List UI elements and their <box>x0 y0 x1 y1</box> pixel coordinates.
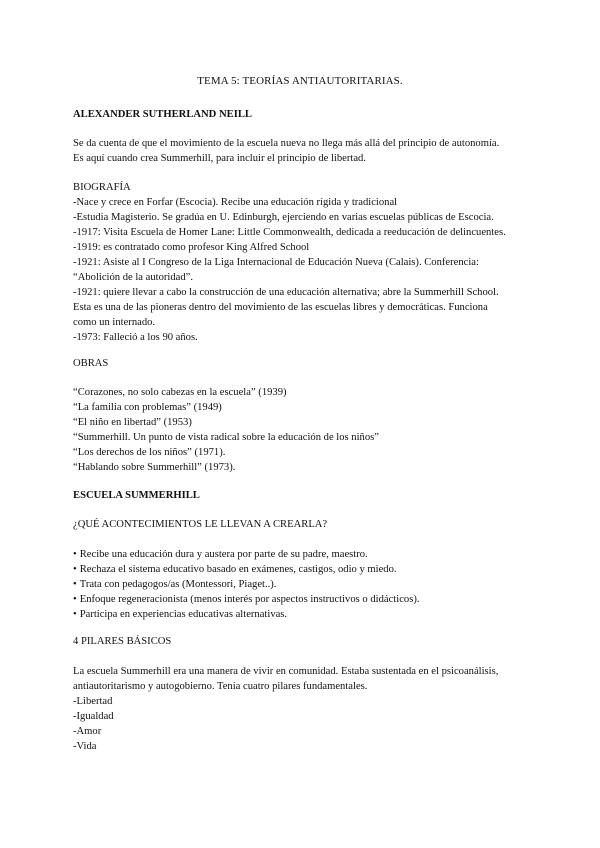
acontecimientos-list <box>73 547 533 622</box>
pilares-heading: 4 PILARES BÁSICOS <box>73 636 172 647</box>
bullet-icon: • <box>73 549 77 560</box>
obra-item: “Corazones, no solo cabezas en la escuela” (1939) <box>73 387 287 398</box>
list-item-text: Recibe una educación dura y austera por parte de su padre, maestro. <box>79 549 368 560</box>
biografia-line: -1917: Visita Escuela de Homer Lane: Little Commonwealth, dedicada a reeducación de delincuentes. <box>73 227 506 238</box>
pilares-list <box>73 694 533 754</box>
author-heading: ALEXANDER SUTHERLAND NEILL <box>73 109 252 120</box>
biografia-line: como un internado. <box>73 317 156 328</box>
document-title: TEMA 5: TEORÍAS ANTIAUTORITARIAS. <box>197 75 403 87</box>
obra-item: “Los derechos de los niños” (1971). <box>73 447 226 458</box>
intro-paragraph <box>73 136 533 166</box>
list-item-text: Rechaza el sistema educativo basado en exámenes, castigos, odio y miedo. <box>79 564 397 575</box>
obras-list <box>73 385 533 475</box>
pilar-item: -Amor <box>73 726 102 737</box>
biografia-line: -1921: Asiste al I Congreso de la Liga Internacional de Educación Nueva (Calais). Conferencia: <box>73 257 479 268</box>
pilar-item: -Vida <box>73 741 97 752</box>
biografia-line: -Estudia Magisterio. Se gradúa en U. Edinburgh, ejerciendo en varias escuelas públicas de Escocia. <box>73 212 494 223</box>
bullet-icon: • <box>73 609 77 620</box>
biografia-heading: BIOGRAFÍA <box>73 182 131 193</box>
list-item-text: Enfoque regeneracionista (menos interés por aspectos instructivos o didácticos). <box>79 594 420 605</box>
list-item <box>73 607 533 622</box>
acontecimientos-heading: ¿QUÉ ACONTECIMIENTOS LE LLEVAN A CREARLA? <box>73 519 328 530</box>
pilares-intro-line: La escuela Summerhill era una manera de vivir en comunidad. Estaba sustentada en el psicoanálisis, <box>73 666 499 677</box>
biografia-line: -Nace y crece en Forfar (Escocia). Recibe una educación rígida y tradicional <box>73 197 398 208</box>
list-item <box>73 562 533 577</box>
list-item <box>73 592 533 607</box>
obras-heading: OBRAS <box>73 358 109 369</box>
pilar-item: -Libertad <box>73 696 113 707</box>
biografia-line: -1919: es contratado como profesor King Alfred School <box>73 242 310 253</box>
intro-line: Se da cuenta de que el movimiento de la escuela nueva no llega más allá del principio de autonomía. <box>73 138 500 149</box>
list-item <box>73 547 533 562</box>
bullet-icon: • <box>73 594 77 605</box>
pilares-intro-line: antiautoritarismo y autogobierno. Tenía cuatro pilares fundamentales. <box>73 681 368 692</box>
pilares-intro <box>73 664 533 694</box>
biografia-line: Esta es una de las pioneras dentro del movimiento de las escuelas libres y democráticas. Funciona <box>73 302 488 313</box>
list-item-text: Trata con pedagogos/as (Montessori, Piaget..). <box>79 579 277 590</box>
obra-item: “El niño en libertad” (1953) <box>73 417 192 428</box>
pilar-item: -Igualdad <box>73 711 114 722</box>
intro-line: Es aquí cuando crea Summerhill, para incluir el principio de libertad. <box>73 153 366 164</box>
list-item <box>73 577 533 592</box>
escuela-heading: ESCUELA SUMMERHILL <box>73 490 200 501</box>
biografia-line: -1921: quiere llevar a cabo la construcción de una educación alternativa; abre la Summerhill School. <box>73 287 499 298</box>
biografia-line: “Abolición de la autoridad”. <box>73 272 194 283</box>
biografia-list <box>73 195 533 345</box>
obra-item: “La familia con problemas” (1949) <box>73 402 222 413</box>
list-item-text: Participa en experiencias educativas alternativas. <box>79 609 288 620</box>
biografia-line: -1973: Falleció a los 90 años. <box>73 332 198 343</box>
obra-item: “Hablando sobre Summerhill” (1973). <box>73 462 236 473</box>
obra-item: “Summerhill. Un punto de vista radical sobre la educación de los niños” <box>73 432 379 443</box>
bullet-icon: • <box>73 564 77 575</box>
bullet-icon: • <box>73 579 77 590</box>
